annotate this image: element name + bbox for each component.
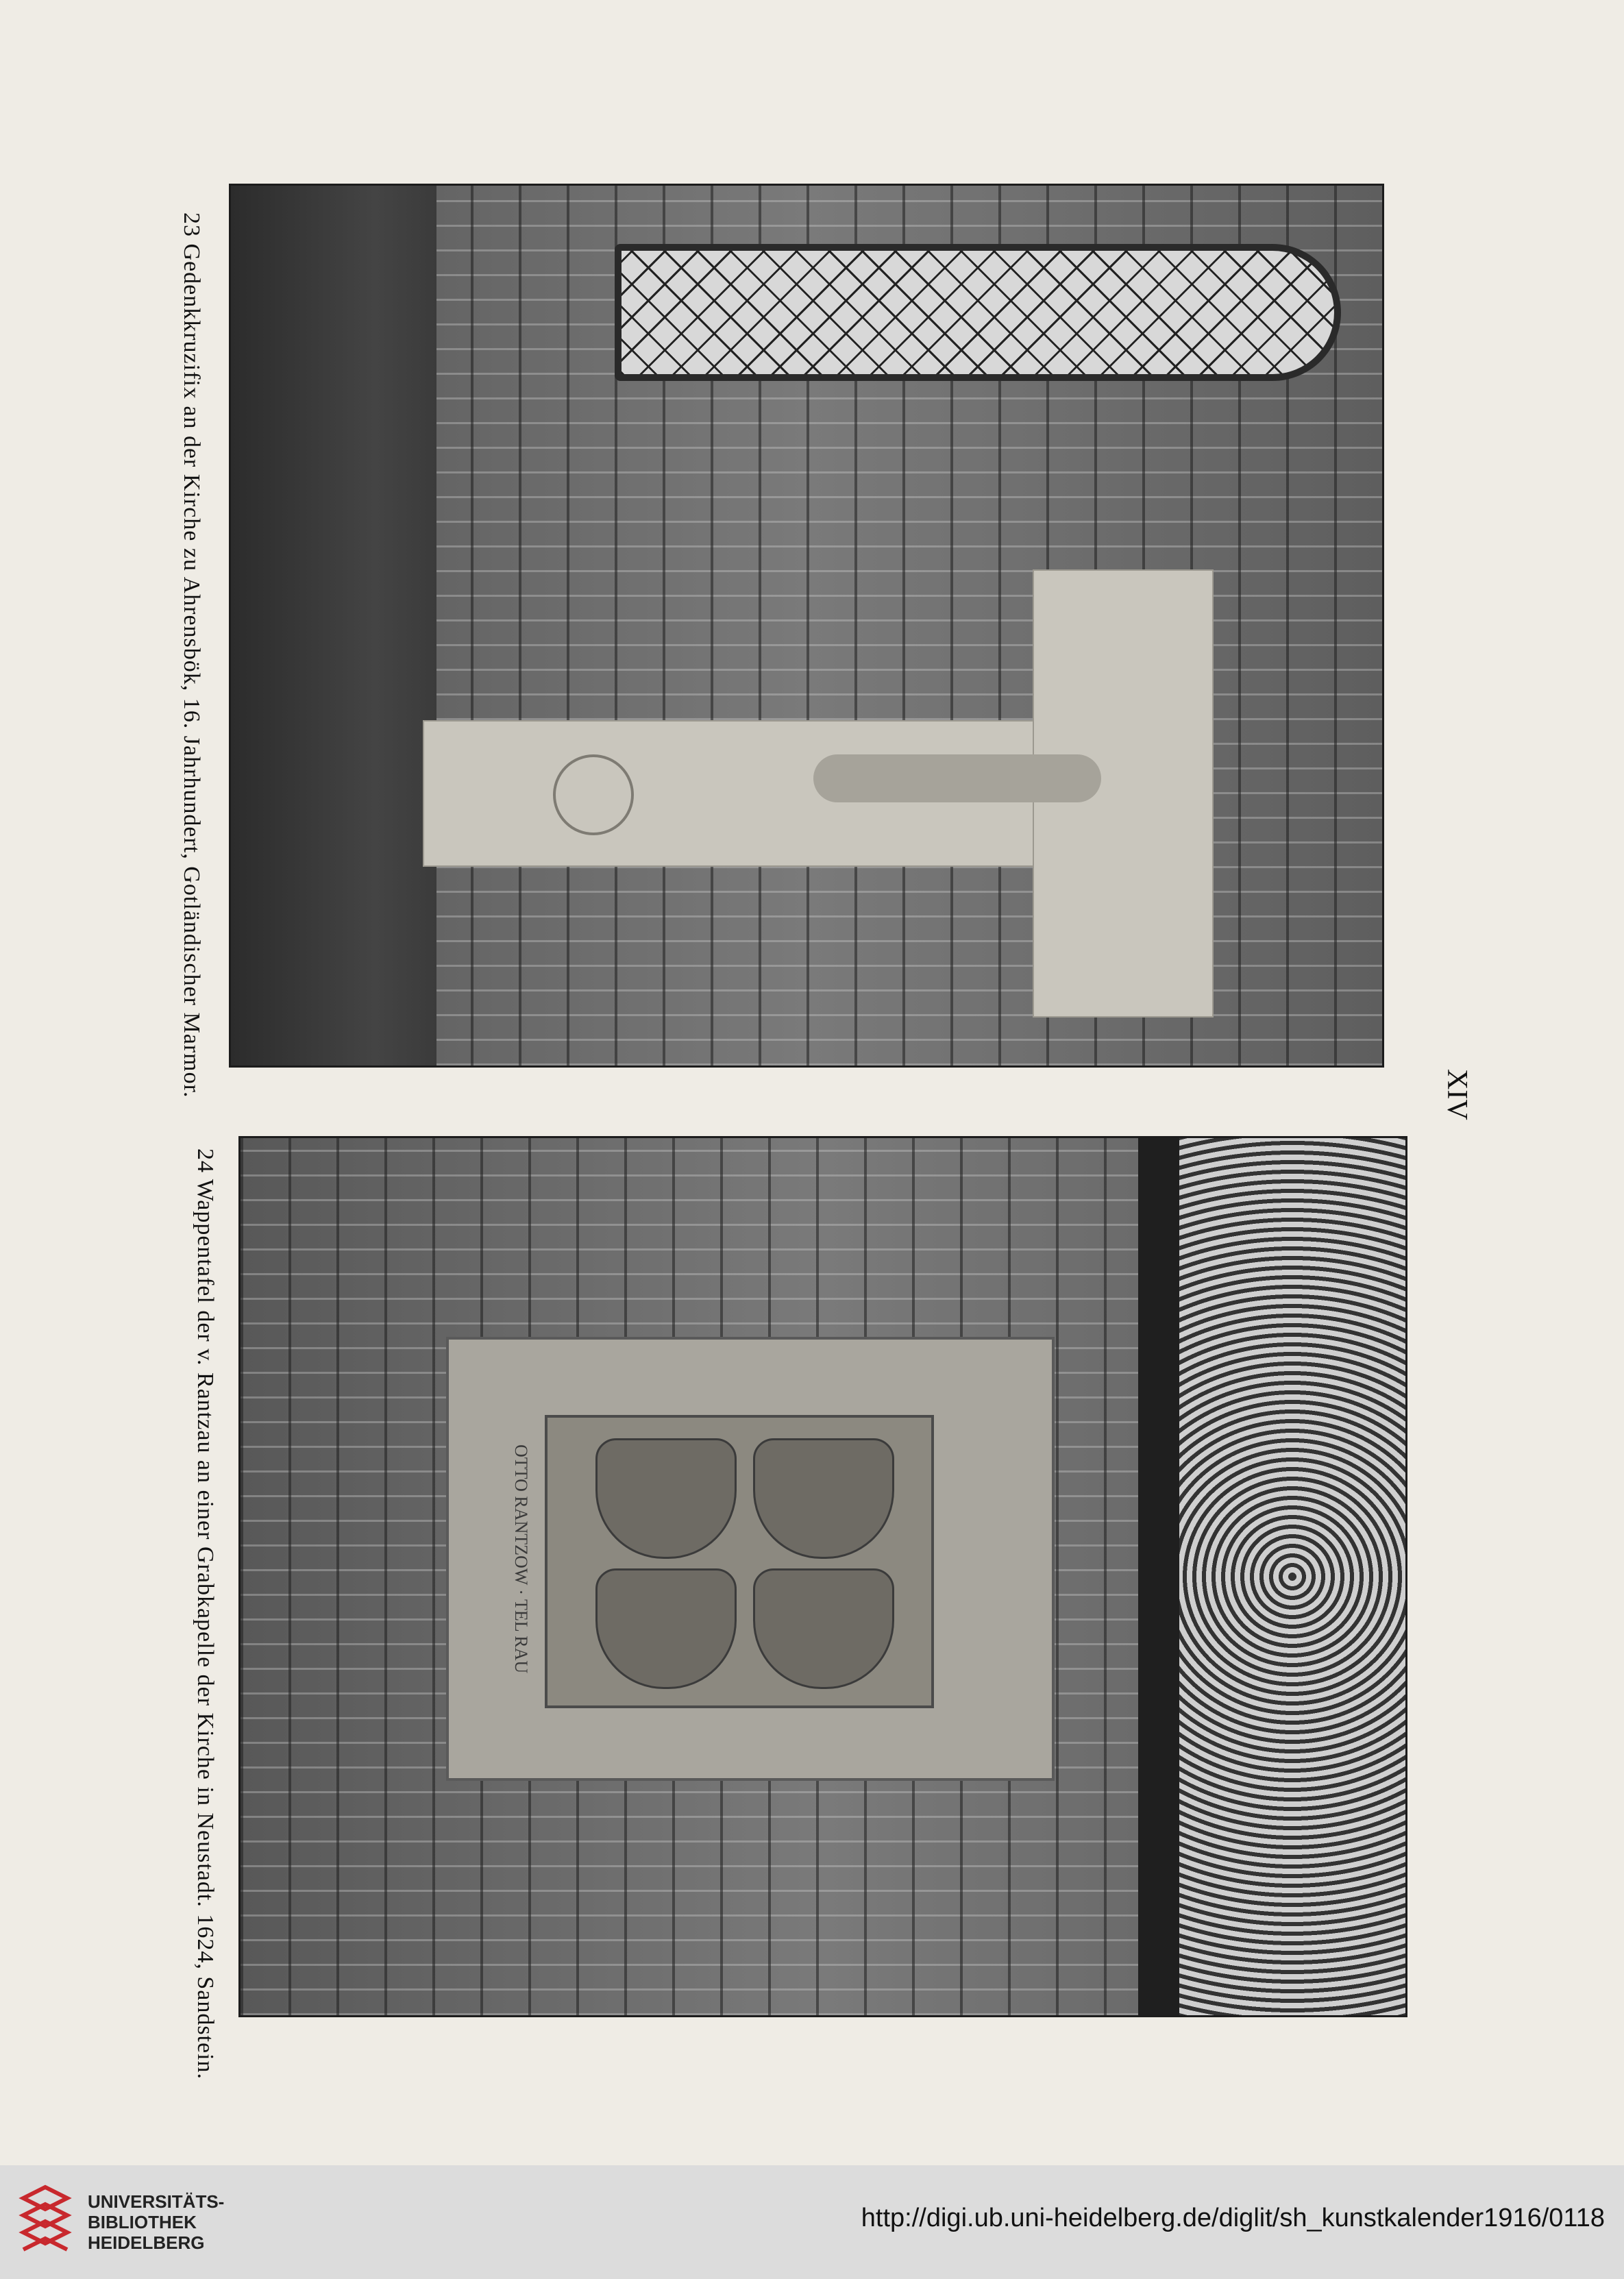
shield-icon [595,1568,737,1689]
plate-number: XIV [1441,1069,1473,1120]
lattice-window [615,244,1341,381]
crucifix-corpus [813,754,1101,802]
library-name-line: HEIDELBERG [88,2232,205,2253]
grass-area [231,186,436,1065]
shield-icon [753,1568,894,1689]
footer-bar [0,2165,1624,2279]
figure-23-caption: 23 Gedenkkruzifix an der Kirche zu Ahrensbök, 16. Jahrhundert, Gotländischer Marmor. [179,212,204,1098]
shield-icon [595,1438,737,1559]
tiled-roof [1179,1138,1405,2015]
figure-23-photo [229,184,1384,1068]
roof-beam [1138,1138,1179,2015]
library-name-line: BIBLIOTHEK [88,2212,197,2232]
library-logo-icon [18,2184,73,2260]
coat-of-arms-plaque [446,1337,1055,1781]
shield-icon [753,1438,894,1559]
figure-24-photo [238,1136,1407,2017]
cross-medallion [553,754,634,835]
library-name [88,2191,224,2253]
permalink-url[interactable]: http://digi.ub.uni-heidelberg.de/diglit/sh_kunstkalender1916/0118 [861,2204,1605,2232]
plaque-panel [545,1415,934,1708]
library-name-line: UNIVERSITÄTS- [88,2191,225,2212]
plaque-inscription: OTTO RANTZOW · TEL RAU [511,1444,531,1674]
figure-24-caption: 24 Wappentafel der v. Rantzau an einer Grabkapelle der Kirche in Neustadt. 1624, Sandstein. [193,1148,218,2080]
